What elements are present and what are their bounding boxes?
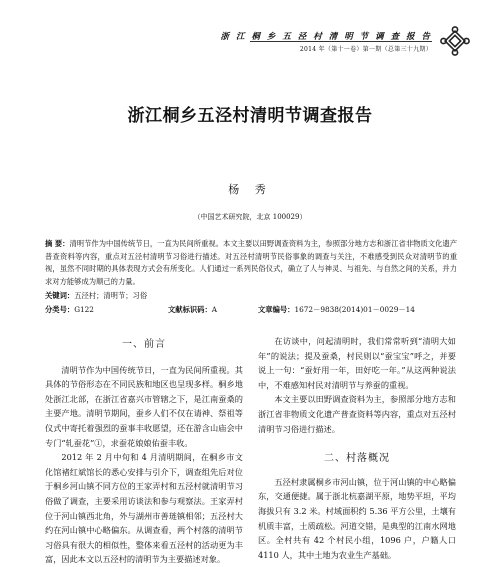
article-title: 浙江桐乡五泾村清明节调查报告 <box>127 106 373 126</box>
article-number-label: 文章编号： <box>258 305 295 314</box>
article-number <box>258 305 415 315</box>
running-header <box>220 28 470 64</box>
document-code-label: 文献标识码： <box>168 305 212 314</box>
classification-number <box>45 305 94 315</box>
right-column <box>258 338 456 562</box>
intro-paragraph-1: 清明节作为中国传统节日，一直为民间所重视。其具体的节俗形态在不同民族和地区也呈现多样。桐乡地处浙江北部，在浙江省嘉兴市管辖之下，是江南蚕桑的主要产地。清明节期间，蚕乡人们不仅在请神、祭祖等仪式中寄托着强烈的蚕事丰收愿望，还在游含山庙会中专门“轧蚕花”①，求蚕花娘娘佑蚕丰收。 <box>45 364 243 448</box>
issue-line: 2014 年（第十一卷）第一期（总第三十九期） <box>299 46 432 53</box>
village-paragraph-1: 五泾村隶属桐乡市河山镇，位于河山镇的中心略偏东，交通便捷。属于浙北杭嘉湖平原，地势平坦，平均海拔只有 3.2 米。村域面积约 5.36 平方公里，土壤有机质丰富，土质疏松。河道交错，是典型的江南水网地区。全村共有 42 个村民小组，1096 户，户籍人口 4110 人，其中土地为农业生产基础。 <box>258 476 456 560</box>
right-paragraph-2: 本文主要以田野调查资料为主，参照部分地方志和浙江省非物质文化遗产普查资料等内容，重点对五泾村清明节习俗进行描述。 <box>258 394 456 434</box>
intro-paragraph-2: 2012 年 2 月中旬和 4 月清明期间，在桐乡市文化馆褚红斌馆长的悉心安排与引介下，调查组先后对位于桐乡河山镇不同方位的王家弄村和五泾村就清明节习俗做了调查，主要采用访谈法和参与观察法。王家弄村位于河山镇西北角，外与湖州市善琏镇相邻；五泾村大约在河山镇中心略偏东。从调查看，两个村落的清明节习俗具有很大的相似性，整体来看五泾村的活动更为丰富，因此本文以五泾村的清明节为主要描述对象。 <box>45 452 243 565</box>
document-code <box>168 305 217 315</box>
journal-title: 浙 江 桐 乡 五 泾 村 清 明 节 调 查 报 告 <box>220 32 432 42</box>
abstract-text: 清明节作为中国传统节日，一直为民间所重视。本文主要以田野调查资料为主，参照部分地方志和浙江省非物质文化遗产普查资料等内容，重点对五泾村清明节习俗进行描述。对五泾村清明节民俗事象的调查与关注，不难感受到民众对清明节的重视，虽然不同时期的具体表现方式会有所变化。人们通过一系列民俗仪式，确立了人与神灵、与祖先、与自然之间的关系，并力求对方能够成为顺己的力量。 <box>45 239 457 286</box>
left-column <box>45 338 243 567</box>
section-heading-intro: 一、前言 <box>122 339 166 350</box>
knot-logo-icon <box>440 26 470 56</box>
classification-value: G122 <box>74 305 94 314</box>
keywords <box>45 291 147 301</box>
right-paragraph-1: 在访谈中，问起清明时，我们常常听到“清明大如年”的说法；提及蚕桑，村民则以“蚕宝宝”呼之，并要说上一句：“蚕好用一年，田好吃一年。”从这两种说法中，不难感知村民对清明节与养蚕的重视。 <box>258 336 456 390</box>
article-number-value: 1672－9838(2014)01－0029－14 <box>294 305 415 314</box>
author-affiliation: （中国艺术研究院，北京 100029） <box>193 213 307 221</box>
abstract-label: 摘 要： <box>45 239 70 248</box>
abstract <box>45 238 457 288</box>
classification-label: 分类号： <box>45 305 75 314</box>
header-rule <box>250 41 432 42</box>
section-heading-village: 二、村落概况 <box>324 453 390 465</box>
keywords-text: 五泾村；清明节；习俗 <box>74 291 148 300</box>
author-name: 杨 秀 <box>228 183 272 196</box>
keywords-label: 关键词： <box>45 291 75 300</box>
document-code-value: A <box>211 305 218 314</box>
